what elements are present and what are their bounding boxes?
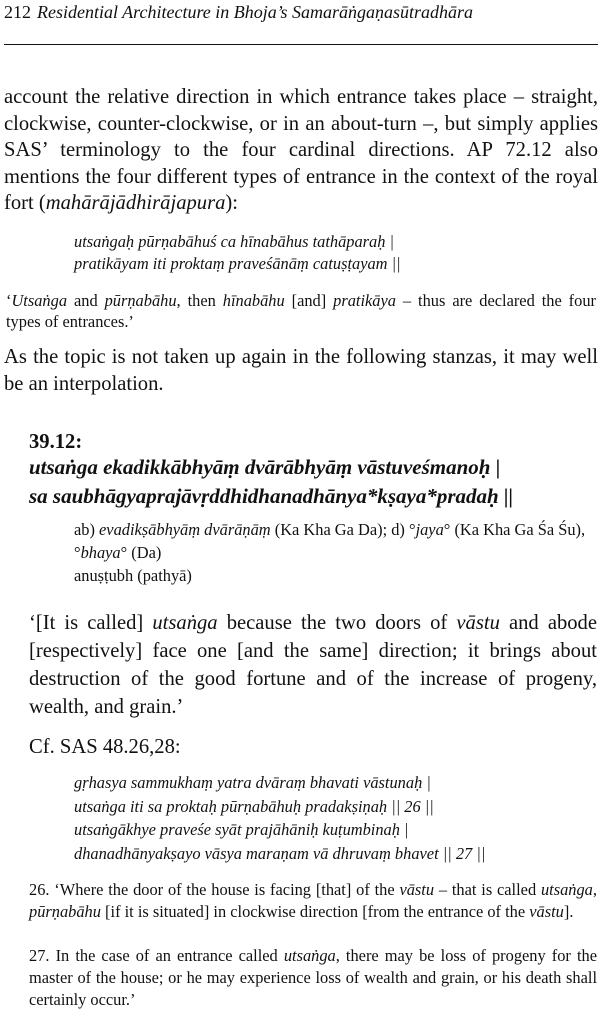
translation-four-entrances: ‘Utsaṅga and pūrṇabāhu, then hīnabāhu [and] pratikāya – thus are declared the four types of entrances.’ — [6, 291, 596, 331]
cf-reference: Cf. SAS 48.26,28: — [29, 736, 181, 758]
verse-line: utsaṅgaḥ pūrṇabāhuś ca hīnabāhus tathāparaḥ | — [74, 232, 395, 251]
section-number: 39.12: — [29, 431, 83, 453]
verse-line: dhanadhānyakṣayo vāsya maraṇam vā dhruvaṃ bhavet || 27 || — [74, 843, 486, 863]
section-verse — [29, 453, 599, 511]
note-26: 26. ‘Where the door of the house is facing [that] of the vāstu – that is called utsaṅga, pūrṇabāhu [if it is situated] in clockwise direction [from the entrance of the vāstu]. — [29, 880, 597, 921]
running-title: Residential Architecture in Bhoja’s Samarāṅgaṇasūtradhāra — [37, 2, 473, 22]
paragraph-interpolation: As the topic is not taken up again in the following stanzas, it may well be an interpolation. — [4, 346, 598, 395]
section-verse-line: sa saubhāgyaprajāvṛddhidhanadhānya*kṣaya*pradaḥ || — [29, 484, 514, 508]
verse-ap-72-12 — [74, 231, 594, 274]
paragraph-entrance-directions: account the relative direction in which entrance takes place – straight, clockwise, counter-clockwise, or in an about-turn –, but simply applies SAS’ terminology to the four cardinal directions. AP 72.12 also mentions the four different types of entrance in the context of the royal fort (mahārājādhirājapura): — [4, 86, 598, 214]
verse-line: utsaṅgākhye praveśe syāt prajāhāniḥ kuṭumbinaḥ | — [74, 820, 409, 839]
section-verse-line: utsaṅga ekadikkābhyāṃ dvārābhyāṃ vāstuveśmanoḥ | — [29, 455, 501, 479]
variant-line: ab) evadikṣābhyāṃ dvārāṇāṃ (Ka Kha Ga Da); d) °jaya° (Ka Kha Ga Śa Śu), °bhaya° (Da) — [74, 520, 586, 562]
note-27: 27. In the case of an entrance called utsaṅga, there may be loss of progeny for the master of the house; or he may experience loss of wealth and grain, or his death shall certainly occur.’ — [29, 946, 597, 1009]
verse-sas-48 — [74, 771, 596, 865]
meter-label: anuṣṭubh (pathyā) — [74, 566, 192, 585]
running-header — [4, 2, 473, 23]
page-number: 212 — [4, 2, 31, 22]
variant-readings — [74, 518, 596, 587]
verse-line: utsaṅga iti sa proktaḥ pūrṇabāhuḥ pradakṣiṇaḥ || 26 || — [74, 796, 434, 816]
verse-line: gṛhasya sammukhaṃ yatra dvāraṃ bhavati vāstunaḥ | — [74, 773, 431, 792]
verse-line: pratikāyam iti proktaṃ praveśānāṃ catuṣṭayam || — [74, 253, 401, 273]
header-rule — [4, 44, 598, 45]
translation-utsanga: ‘[It is called] utsaṅga because the two doors of vāstu and abode [respectively] face one [and the same] direction; it brings about destruction of the good fortune and of the increase of progeny, wealth, and grain.’ — [29, 612, 597, 718]
